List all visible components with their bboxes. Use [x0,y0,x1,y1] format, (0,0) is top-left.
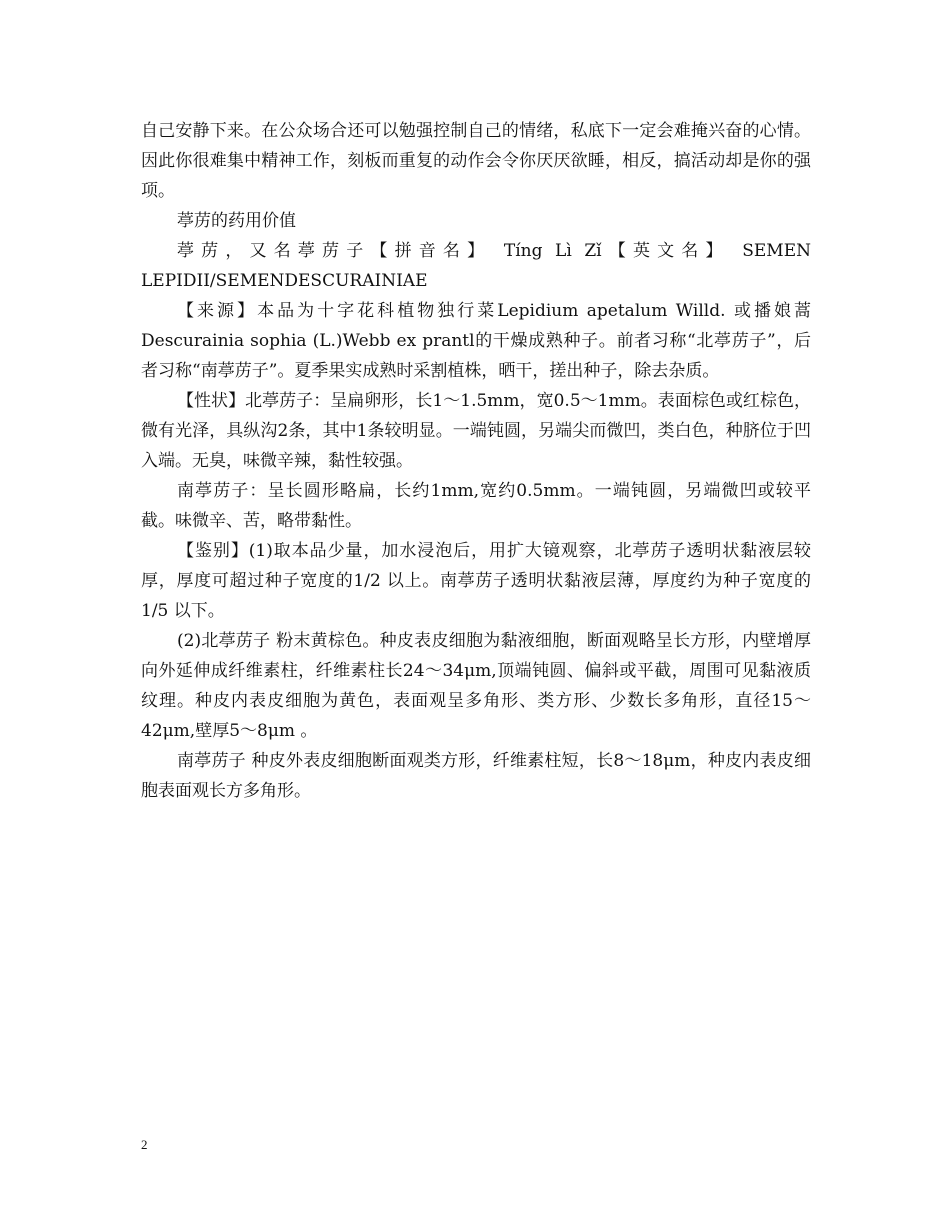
paragraph-names: 葶苈，又名葶苈子【拼音名】 Tíng Lì Zǐ【英文名】 SEMEN LEPIDII/SEMENDESCURAINIAE [141,241,811,291]
paragraph-identification-1: 【鉴别】(1)取本品少量，加水浸泡后，用扩大镜观察，北葶苈子透明状黏液层较厚，厚度可超过种子宽度的1/2 以上。南葶苈子透明状黏液层薄，厚度约为种子宽度的1/5 以下。 [141,541,811,621]
document-body [141,116,811,806]
paragraph-continuation: 自己安静下来。在公众场合还可以勉强控制自己的情绪，私底下一定会难掩兴奋的心情。因此你很难集中精神工作，刻板而重复的动作会令你厌厌欲睡，相反，搞活动却是你的强项。 [141,121,811,201]
paragraph-source: 【来源】本品为十字花科植物独行菜Lepidium apetalum Willd. 或播娘蒿Descurainia sophia (L.)Webb ex prantl的干燥成熟种子。前者习称“北葶苈子”，后者习称“南葶苈子”。夏季果实成熟时采割植株，晒干，搓出种子，除去杂质。 [141,301,811,381]
paragraph-identification-south: 南葶苈子 种皮外表皮细胞断面观类方形，纤维素柱短，长8～18μm，种皮内表皮细胞表面观长方多角形。 [141,751,811,801]
section-heading: 葶苈的药用价值 [177,211,296,231]
page-number: 2 [141,1137,148,1152]
paragraph-south-characteristics: 南葶苈子：呈长圆形略扁，长约1mm,宽约0.5mm。一端钝圆，另端微凹或较平截。味微辛、苦，略带黏性。 [141,481,811,531]
paragraph-characteristics: 【性状】北葶苈子：呈扁卵形，长1～1.5mm，宽0.5～1mm。表面棕色或红棕色，微有光泽，具纵沟2条，其中1条较明显。一端钝圆，另端尖而微凹，类白色，种脐位于凹入端。无臭，味微辛辣，黏性较强。 [141,391,811,471]
paragraph-identification-2: (2)北葶苈子 粉末黄棕色。种皮表皮细胞为黏液细胞，断面观略呈长方形，内壁增厚向外延伸成纤维素柱，纤维素柱长24～34μm,顶端钝圆、偏斜或平截，周围可见黏液质纹理。种皮内表皮细胞为黄色，表面观呈多角形、类方形、少数长多角形，直径15～42μm,壁厚5～8μm 。 [141,631,811,741]
